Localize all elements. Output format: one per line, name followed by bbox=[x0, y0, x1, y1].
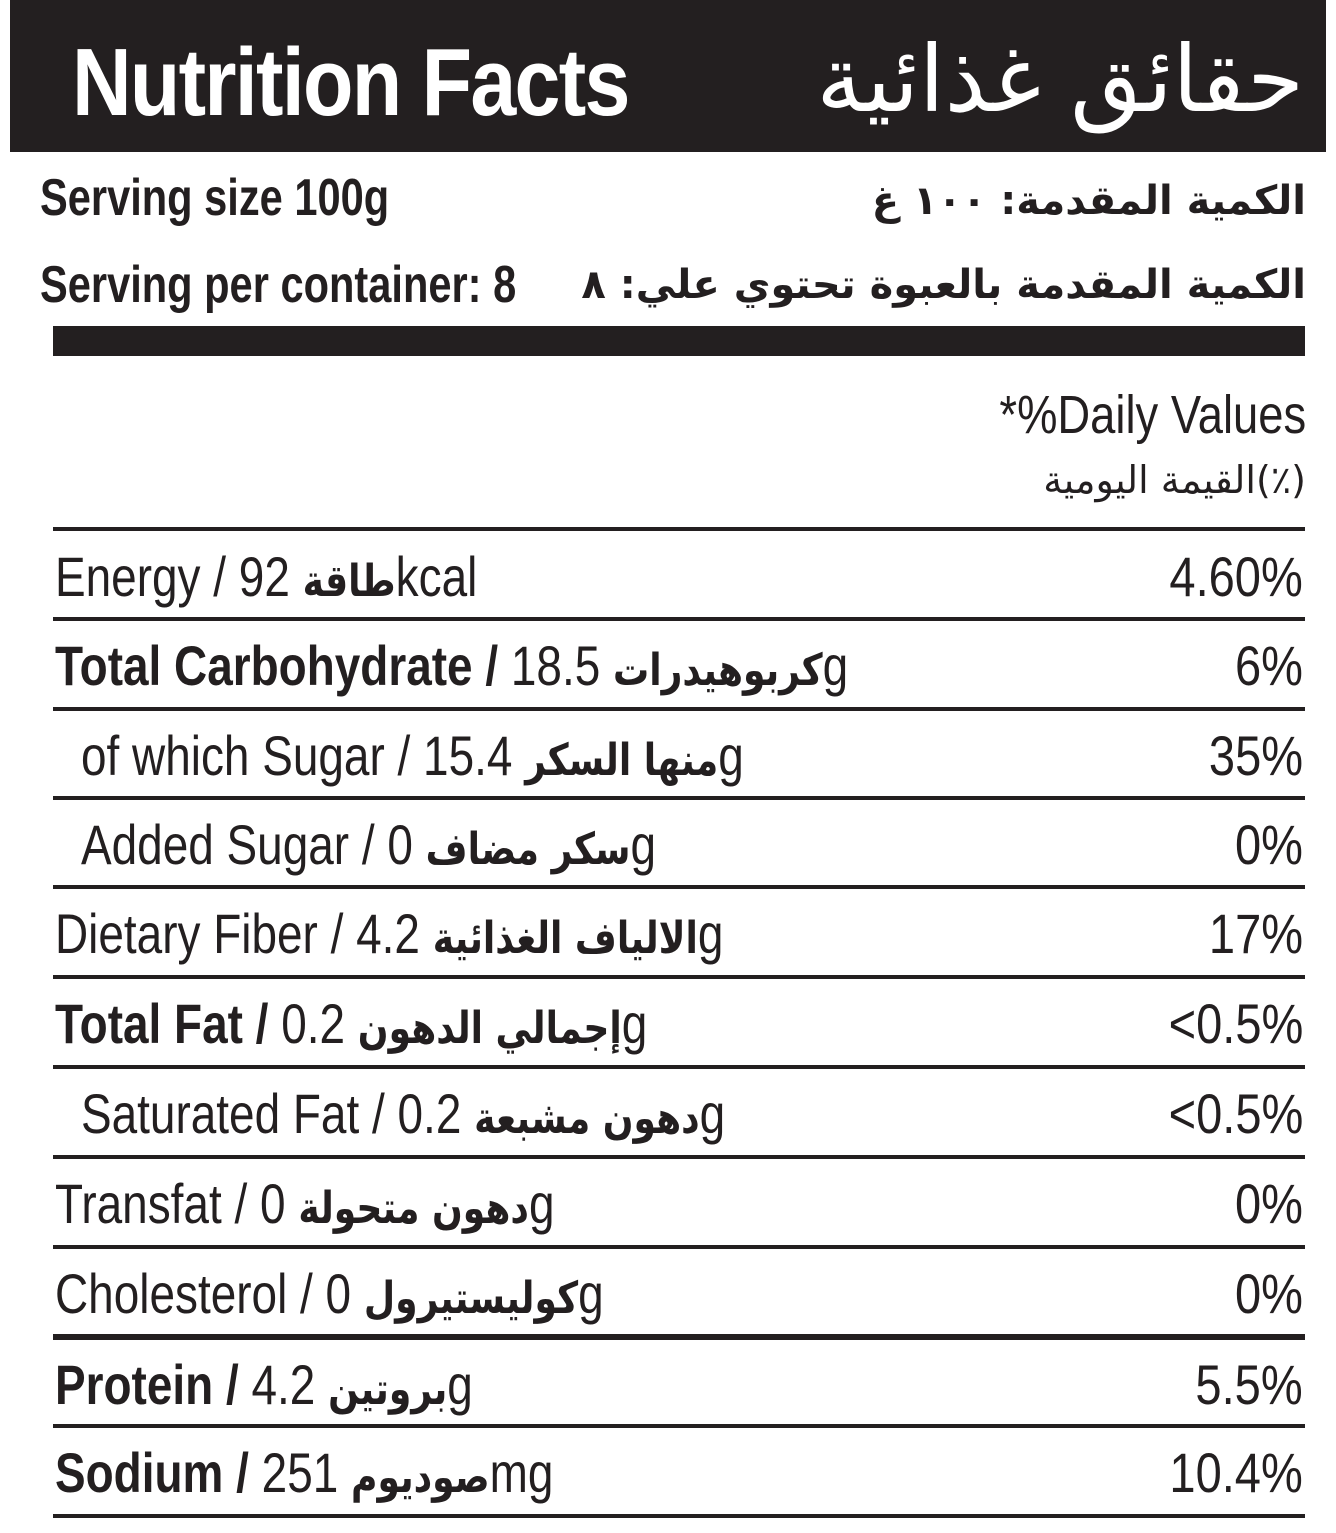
nutrient-name-ar: صوديوم bbox=[351, 1452, 490, 1503]
nutrient-amount: 0g bbox=[325, 1262, 604, 1325]
nutrient-label bbox=[55, 1171, 555, 1236]
title-en: Nutrition Facts bbox=[72, 29, 629, 136]
nutrient-label bbox=[55, 901, 723, 966]
nutrient-amount: 4.2g bbox=[251, 1353, 473, 1416]
nutrient-percent: 5.5% bbox=[1195, 1353, 1303, 1416]
serving-per-container-ar: الكمية المقدمة بالعبوة تحتوي علي: ٨ bbox=[581, 262, 1306, 308]
nutrient-name-en: Transfat / bbox=[55, 1172, 248, 1235]
row-divider bbox=[53, 1514, 1305, 1518]
nutrient-label bbox=[55, 1352, 473, 1417]
nutrient-label bbox=[55, 1440, 553, 1505]
nutrient-label bbox=[81, 812, 656, 877]
nutrient-amount: 15.4g bbox=[423, 724, 744, 787]
nutrient-row-sugar bbox=[53, 711, 1305, 799]
nutrient-name-en: Total Fat / bbox=[55, 992, 269, 1055]
nutrient-row-total-fat bbox=[53, 979, 1305, 1067]
nutrient-percent: 6% bbox=[1235, 634, 1303, 697]
nutrient-row-protein bbox=[53, 1340, 1305, 1428]
nutrient-amount: 251mg bbox=[261, 1441, 554, 1504]
daily-values-ar: (٪)القيمة اليومية bbox=[1043, 458, 1306, 502]
nutrient-name-ar: دهون مشبعة bbox=[474, 1093, 700, 1144]
nutrient-row-saturated-fat bbox=[53, 1069, 1305, 1157]
nutrient-label bbox=[55, 633, 848, 698]
nutrient-percent: <0.5% bbox=[1168, 1082, 1303, 1145]
nutrient-name-en: Total Carbohydrate / bbox=[55, 634, 499, 697]
nutrient-row-added-sugar bbox=[53, 800, 1305, 888]
nutrient-percent: 35% bbox=[1208, 724, 1303, 787]
nutrient-amount: 92kcal bbox=[238, 545, 478, 608]
nutrient-name-en: Protein / bbox=[55, 1353, 239, 1416]
nutrient-percent: 4.60% bbox=[1169, 545, 1303, 608]
nutrient-percent: <0.5% bbox=[1168, 992, 1303, 1055]
nutrient-label bbox=[55, 544, 477, 609]
nutrient-name-ar: دهون متحولة bbox=[298, 1183, 529, 1234]
nutrient-name-ar: طاقة bbox=[302, 556, 396, 607]
nutrient-label bbox=[81, 1081, 725, 1146]
serving-per-container-en: Serving per container: 8 bbox=[40, 256, 517, 314]
nutrient-label bbox=[55, 1261, 604, 1326]
nutrient-label bbox=[81, 723, 744, 788]
nutrient-percent: 0% bbox=[1235, 1262, 1303, 1325]
nutrient-name-en: Dietary Fiber / bbox=[55, 902, 344, 965]
title-ar: حقائق غذائية bbox=[816, 26, 1304, 133]
nutrient-name-en: Added Sugar / bbox=[81, 813, 375, 876]
nutrient-name-en: Energy / bbox=[55, 545, 227, 608]
serving-size-ar: الكمية المقدمة: ١٠٠ غ bbox=[871, 178, 1306, 224]
nutrient-name-en: Cholesterol / bbox=[55, 1262, 313, 1325]
nutrient-amount: 0g bbox=[387, 813, 657, 876]
nutrient-label bbox=[55, 991, 647, 1056]
nutrient-amount: 0.2g bbox=[397, 1082, 726, 1145]
nutrient-name-en: Sodium / bbox=[55, 1441, 249, 1504]
daily-values-en: *%Daily Values bbox=[999, 385, 1306, 445]
nutrient-percent: 0% bbox=[1235, 1172, 1303, 1235]
row-divider bbox=[53, 527, 1305, 531]
nutrient-name-ar: بروتين bbox=[328, 1364, 448, 1415]
nutrient-amount: 0.2g bbox=[281, 992, 648, 1055]
nutrient-name-ar: سكر مضاف bbox=[425, 824, 631, 875]
nutrient-row-transfat bbox=[53, 1159, 1305, 1247]
thick-divider bbox=[53, 326, 1305, 356]
nutrient-percent: 17% bbox=[1208, 902, 1303, 965]
nutrient-name-ar: منها السكر bbox=[525, 735, 719, 786]
nutrient-name-en: of which Sugar / bbox=[81, 724, 411, 787]
header-bar bbox=[10, 0, 1326, 152]
nutrient-row-cholesterol bbox=[53, 1249, 1305, 1337]
nutrient-name-ar: كربوهيدرات bbox=[613, 645, 823, 696]
nutrient-row-energy bbox=[53, 532, 1305, 620]
nutrient-percent: 0% bbox=[1235, 813, 1303, 876]
nutrient-percent: 10.4% bbox=[1169, 1441, 1303, 1504]
nutrient-row-sodium bbox=[53, 1428, 1305, 1516]
nutrient-name-en: Saturated Fat / bbox=[81, 1082, 385, 1145]
nutrient-name-ar: كوليستيرول bbox=[363, 1273, 579, 1324]
nutrient-row-total-carbohydrate bbox=[53, 621, 1305, 709]
nutrient-amount: 0g bbox=[260, 1172, 555, 1235]
nutrient-row-dietary-fiber bbox=[53, 889, 1305, 977]
nutrient-name-ar: إجمالي الدهون bbox=[357, 1003, 622, 1054]
nutrient-amount: 4.2g bbox=[356, 902, 724, 965]
nutrient-name-ar: الالياف الغذائية bbox=[432, 913, 698, 964]
serving-size-en: Serving size 100g bbox=[40, 169, 390, 227]
nutrient-amount: 18.5g bbox=[510, 634, 849, 697]
